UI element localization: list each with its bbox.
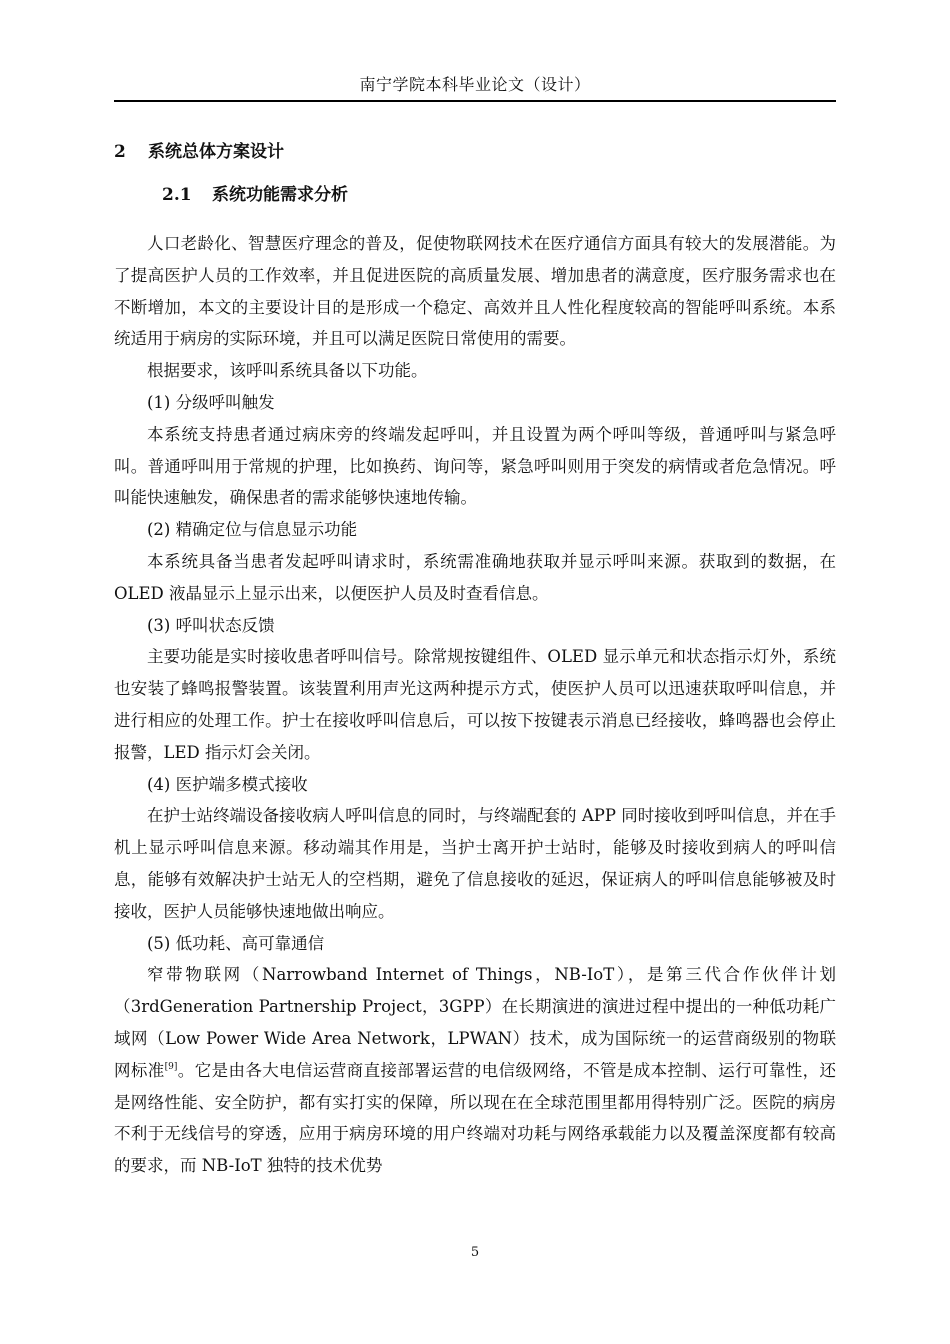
subsection-number: 2.1: [162, 185, 192, 205]
subsection-heading: [162, 183, 348, 207]
section-number: 2: [114, 142, 126, 162]
paragraph-requirements: 根据要求，该呼叫系统具备以下功能。: [147, 361, 428, 381]
paragraph-intro: 人口老龄化、智慧医疗理念的普及，促使物联网技术在医疗通信方面具有较大的发展潜能。为了提高医护人员的工作效率，并且促进医院的高质量发展、增加患者的满意度，医疗服务需求也在不断增加，本文的主要设计目的是形成一个稳定、高效并且人性化程度较高的智能呼叫系统。本系统适用于病房的实际环境，并且可以满足医院日常使用的需要。: [114, 234, 836, 349]
list-item-4: (4) 医护端多模式接收: [147, 774, 308, 794]
citation-ref[interactable]: [9]: [164, 1061, 178, 1072]
list-item-3: (3) 呼叫状态反馈: [147, 615, 275, 635]
nbiot-text-part-1: 窄带物联网（Narrowband Internet of Things，NB-IoT），是第三代合作伙伴计划（3rdGeneration Partnership Project，3GPP）在长期演进的演进过程中提出的一种低功耗广域网（Low Power Wide Area Network，LPWAN）技术，成为国际统一的运营商级别的物联网标准: [114, 965, 836, 1080]
list-item-2: (2) 精确定位与信息显示功能: [147, 520, 358, 540]
paragraph-nbiot: [114, 959, 836, 1182]
subsection-title: 系统功能需求分析: [212, 185, 348, 205]
running-header: 南宁学院本科毕业论文（设计）: [359, 75, 591, 94]
list-item-1: (1) 分级呼叫触发: [147, 392, 275, 412]
section-title: 系统总体方案设计: [148, 142, 284, 162]
paragraph-multimode-receive: 在护士站终端设备接收病人呼叫信息的同时，与终端配套的 APP 同时接收到呼叫信息，并在手机上显示呼叫信息来源。移动端其作用是，当护士离开护士站时，能够及时接收到病人的呼叫信息，能够有效解决护士站无人的空档期，避免了信息接收的延迟，保证病人的呼叫信息能够被及时接收，医护人员能够快速地做出响应。: [114, 806, 836, 921]
list-item-5: (5) 低功耗、高可靠通信: [147, 933, 325, 953]
header-rule: [114, 100, 836, 102]
nbiot-text-part-2: 。它是由各大电信运营商直接部署运营的电信级网络，不管是成本控制、运行可靠性，还是网络性能、安全防护，都有实打实的保障，所以现在在全球范围里都用得特别广泛。医院的病房不利于无线信号的穿透，应用于病房环境的用户终端对功耗与网络承载能力以及覆盖深度都有较高的要求，而 NB-IoT 独特的技术优势: [114, 1060, 837, 1176]
paragraph-status-feedback: 主要功能是实时接收患者呼叫信号。除常规按键组件、OLED 显示单元和状态指示灯外，系统也安装了蜂鸣报警装置。该装置利用声光这两种提示方式，使医护人员可以迅速获取呼叫信息，并进行相应的处理工作。护士在接收呼叫信息后，可以按下按键表示消息已经接收，蜂鸣器也会停止报警，LED 指示灯会关闭。: [114, 647, 836, 762]
paragraph-locate-display: 本系统具备当患者发起呼叫请求时，系统需准确地获取并显示呼叫来源。获取到的数据，在 OLED 液晶显示上显示出来，以便医护人员及时查看信息。: [114, 551, 836, 603]
section-heading: [114, 140, 284, 164]
body-text: [114, 228, 836, 1182]
paragraph-call-trigger: 本系统支持患者通过病床旁的终端发起呼叫，并且设置为两个呼叫等级，普通呼叫与紧急呼叫。普通呼叫用于常规的护理，比如换药、询问等，紧急呼叫则用于突发的病情或者危急情况。呼叫能快速触发，确保患者的需求能够快速地传输。: [114, 424, 836, 508]
page-number: 5: [470, 1245, 480, 1260]
